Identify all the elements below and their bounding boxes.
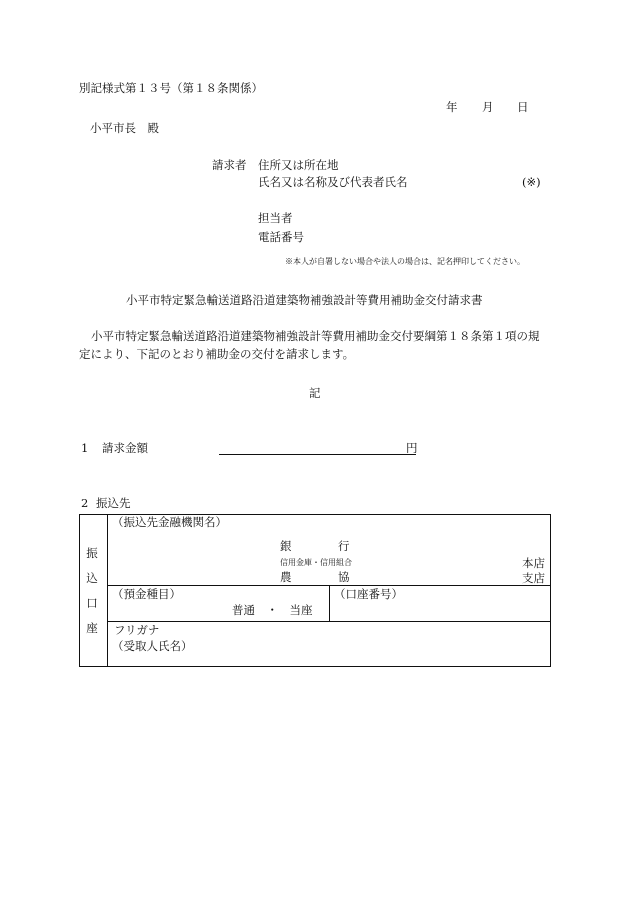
- main-branch-label: 本店: [522, 556, 545, 570]
- institution-label: （振込先金融機関名）: [112, 515, 227, 529]
- nokyo-char-2: 協: [338, 570, 350, 584]
- side-char-4: 座: [86, 621, 98, 635]
- transfer-account-side-label: [84, 548, 100, 648]
- document-title: 小平市特定緊急輸送道路沿道建築物補強設計等費用補助金交付請求書: [126, 293, 483, 307]
- credit-union-label: 信用金庫・信用組合: [280, 558, 352, 567]
- ki-heading: 記: [309, 386, 321, 400]
- signature-note: ※本人が自署しない場合や法人の場合は、記名押印してください。: [285, 257, 525, 266]
- bank-char-1: 銀: [280, 539, 292, 553]
- recipient-label: （受取人氏名）: [112, 639, 193, 653]
- amount-field-line[interactable]: [219, 454, 416, 455]
- item1-unit: 円: [406, 441, 418, 455]
- date-month-label: 月: [482, 100, 494, 114]
- person-in-charge-label: 担当者: [258, 211, 293, 225]
- deposit-type-label: （預金種目）: [112, 587, 181, 601]
- account-number-label: （口座番号）: [334, 587, 403, 601]
- table-divider-horizontal-2: [107, 621, 551, 622]
- body-line-1: 小平市特定緊急輸送道路沿道建築物補強設計等費用補助金交付要綱第１８条第１項の規: [91, 329, 540, 343]
- side-char-3: 口: [86, 596, 98, 610]
- side-char-2: 込: [86, 571, 98, 585]
- branch-label: 支店: [522, 571, 545, 585]
- form-number: 別記様式第１３号（第１８条関係）: [79, 81, 263, 95]
- item2-label: 振込先: [96, 496, 131, 510]
- furigana-label: フリガナ: [114, 623, 160, 637]
- side-char-1: 振: [86, 546, 98, 560]
- body-line-2: 定により、下記のとおり補助金の交付を請求します。: [79, 347, 355, 361]
- bank-char-2: 行: [338, 539, 350, 553]
- address-label: 住所又は所在地: [258, 158, 339, 172]
- seal-mark: (※): [522, 175, 541, 189]
- item1-number: 1: [81, 441, 89, 455]
- item2-number: 2: [81, 496, 89, 510]
- nokyo-char-1: 農: [280, 570, 292, 584]
- date-day-label: 日: [517, 100, 529, 114]
- applicant-label: 請求者: [212, 158, 247, 172]
- phone-label: 電話番号: [258, 230, 304, 244]
- table-divider-vertical-mid: [329, 585, 330, 621]
- deposit-type-options[interactable]: 普通 ・ 当座: [232, 603, 313, 617]
- table-divider-vertical: [107, 514, 108, 667]
- date-year-label: 年: [446, 100, 458, 114]
- addressee: 小平市長 殿: [90, 121, 159, 135]
- name-label: 氏名又は名称及び代表者氏名: [258, 175, 408, 189]
- item1-label: 請求金額: [102, 441, 148, 455]
